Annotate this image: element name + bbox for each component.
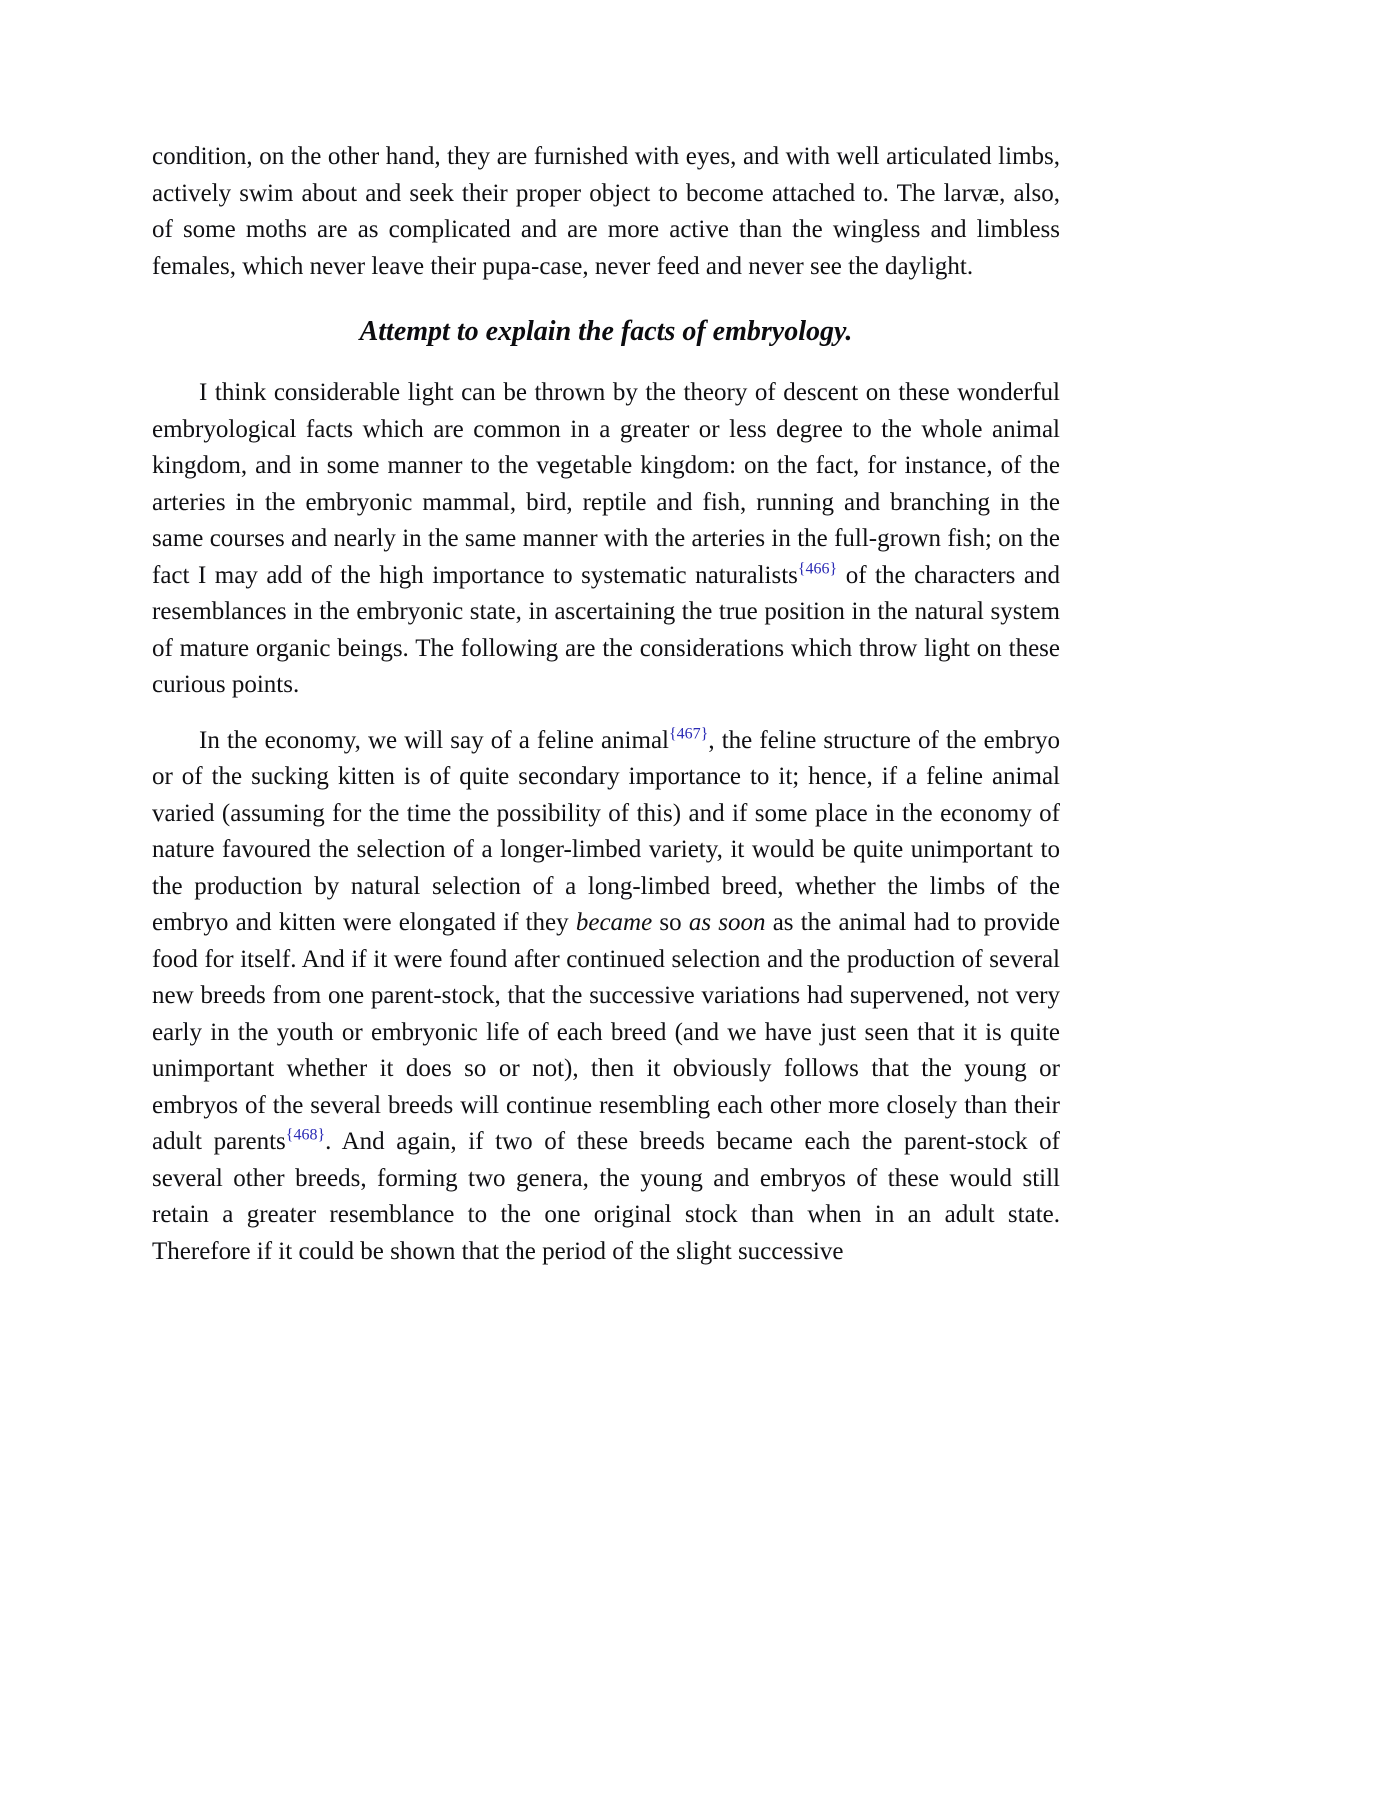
paragraph-text: . And again, if two of these breeds became each the parent-stock of several other breeds, forming two genera, the young and embryos of these would still retain a greater resemblance to the one original stock than when in an adult state. Therefore if it could be shown that the period of the slight successive [152,1128,1060,1265]
paragraph-text: , the feline structure of the embryo or of the sucking kitten is of quite secondary importance to it; hence, if a feline animal varied (assuming for the time the possibility of this) and if some place in the economy of nature favoured the selection of a longer-limbed variety, it would be quite unimportant to the production by natural selection of a long-limbed breed, whether the limbs of the embryo and kitten were elongated if they [152,726,1060,936]
paragraph-text: condition, on the other hand, they are furnished with eyes, and with well articulated limbs, actively swim about and seek their proper object to become attached to. The larvæ, also, of some moths are as complicated and are more active than the wingless and limbless females, which never leave their pupa-case, never feed and never see the daylight. [152,143,1060,280]
paragraph-text: of the characters and resemblances in the embryonic state, in ascertaining the true position in the natural system of mature organic beings. The following are the considerations which throw light on these curious points. [152,561,1060,698]
paragraph-2 [152,375,1060,704]
paragraph-3 [152,723,1060,1271]
paragraph-text: In the economy, we will say of a feline animal [199,726,669,754]
section-heading: Attempt to explain the facts of embryology. [359,316,853,347]
paragraph-text: so [652,909,689,936]
paragraph-text: as the animal had to provide food for itself. And if it were found after continued selection and the production of several new breeds from one parent-stock, that the successive variations had supervened, not very early in the youth or embryonic life of each breed (and we have just seen that it is quite unimportant whether it does so or not), then it obviously follows that the young or embryos of the several breeds will continue resembling each other more closely than their adult parents [152,909,1060,1155]
footnote-link-467[interactable]: {467} [668,725,709,743]
footnote-link-466[interactable]: {466} [797,560,838,578]
paragraph-continuation [152,139,1060,285]
paragraph-text: I think considerable light can be thrown by the theory of descent on these wonderful embryological facts which are common in a greater or less degree to the whole animal kingdom, and in some manner to the vegetable kingdom: on the fact, for instance, of the arteries in the embryonic mammal, bird, reptile and fish, running and branching in the same courses and nearly in the same manner with the arteries in the full-grown fish; on the fact I may add of the high importance to systematic naturalists [152,379,1060,589]
footnote-link-468[interactable]: {468} [285,1126,326,1144]
emphasis-text-as-soon: as soon [688,909,766,936]
emphasis-text-became: became [575,909,653,936]
